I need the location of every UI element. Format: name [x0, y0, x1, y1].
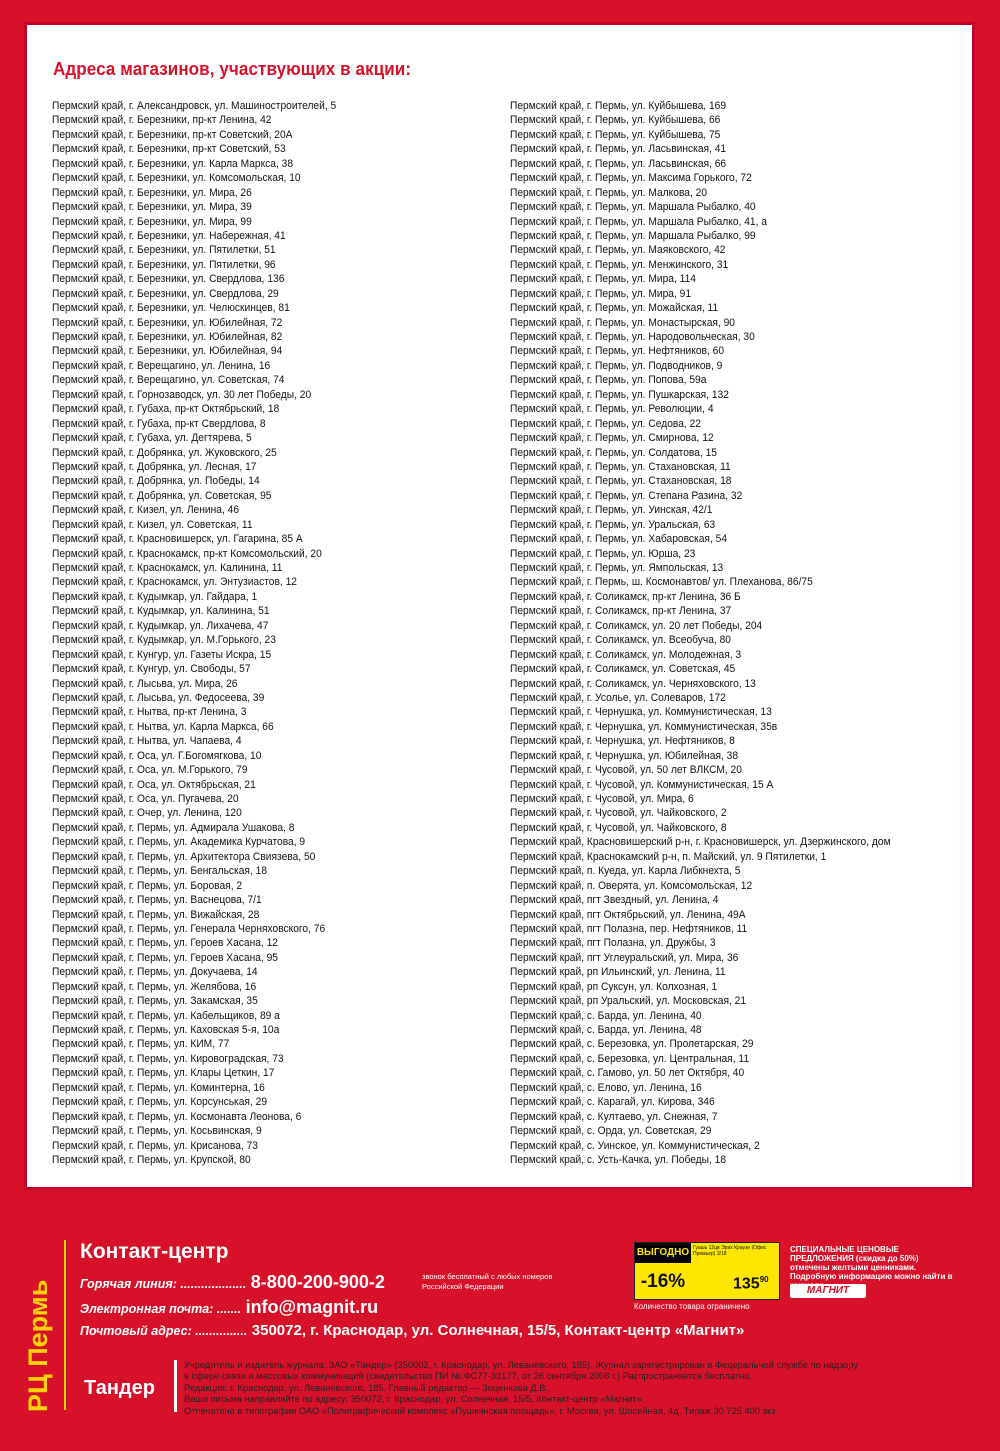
address-item: Пермский край, г. Нытва, пр-кт Ленина, 3 [52, 706, 247, 719]
promo-product: Гуашь 12цв Эрих Краузе (Офис Премьер) 3/18 [693, 1245, 767, 1257]
address-item: Пермский край, рп Ильинский, ул. Ленина, 11 [510, 966, 726, 979]
page-title: Адреса магазинов, участвующих в акции: [53, 58, 412, 79]
address-item: Пермский край, г. Верещагино, ул. Ленина, 16 [52, 359, 271, 372]
address-item: Пермский край, г. Пермь, ул. Докучаева, 14 [52, 966, 258, 979]
promo-new-price: $135^{90}$ [733, 1275, 769, 1293]
address-item: Пермский край, г. Кунгур, ул. Свободы, 57 [52, 663, 251, 676]
address-item: Пермский край, г. Березники, ул. Юбилейная, 72 [52, 316, 283, 329]
address-item: Пермский край, г. Соликамск, ул. Молодежная, 3 [510, 648, 742, 661]
imprint [184, 1360, 974, 1417]
address-item: Пермский край, г. Оса, ул. Пугачева, 20 [52, 793, 239, 805]
tander-divider [174, 1360, 177, 1412]
address-item: Пермский край, г. Кизел, ул. Ленина, 46 [52, 504, 240, 517]
address-item: Пермский край, г. Кунгур, ул. Газеты Искра, 15 [52, 648, 272, 661]
address-item: Пермский край, г. Пермь, ул. Маяковского, 42 [510, 244, 726, 257]
address-item: Пермский край, г. Соликамск, пр-кт Ленина, 37 [510, 605, 732, 618]
address-item: Пермский край, Краснокамский р-н, п. Майский, ул. 9 Пятилетки, 1 [510, 850, 827, 863]
address-item: Пермский край, г. Пермь, ул. Косьвинская, 9 [52, 1125, 262, 1138]
address-item: Пермский край, г. Пермь, ул. Монастырская, 90 [510, 316, 735, 329]
address-item: Пермский край, г. Пермь, ул. Генерала Черняховского, 76 [52, 922, 326, 935]
address-item: Пермский край, с. Барда, ул. Ленина, 48 [510, 1024, 702, 1036]
imprint-line: Ваши письма направляйте по адресу: 350072, г. Краснодар, ул. Солнечная, 15/5, Контакт-центр «Магнит». [184, 1394, 645, 1405]
address-item: Пермский край, г. Пермь, ул. Ласьвинская, 66 [510, 157, 727, 170]
address-item: Пермский край, г. Пермь, ул. Юрша, 23 [510, 547, 696, 560]
email-row [80, 1297, 378, 1318]
address-item: Пермский край, г. Оса, ул. Октябрьская, 21 [52, 778, 256, 791]
address-item: Пермский край, с. Култаево, ул. Снежная, 7 [510, 1110, 718, 1123]
address-item: Пермский край, г. Пермь, ул. Мира, 91 [510, 287, 692, 300]
address-item: Пермский край, г. Пермь, ул. Кабельщиков, 89 а [52, 1009, 280, 1022]
magnit-logo: МАГНИТ [790, 1284, 866, 1298]
address-list-right [510, 99, 919, 1167]
address-item: Пермский край, п. Куеда, ул. Карла Либкнехта, 5 [510, 865, 741, 878]
address-item: Пермский край, г. Пермь, ул. Уральская, 63 [510, 518, 716, 531]
divider-line [64, 1240, 66, 1410]
address-item: Пермский край, г. Лысьва, ул. Федосеева, 39 [52, 691, 265, 704]
address-item: Пермский край, с. Уинское, ул. Коммунистическая, 2 [510, 1139, 760, 1152]
address-item: Пермский край, г. Березники, ул. Мира, 99 [52, 215, 252, 228]
address-item: Пермский край, с. Барда, ул. Ленина, 40 [510, 1009, 702, 1022]
address-item: Пермский край, г. Пермь, ул. Пушкарская, 132 [510, 388, 729, 401]
promo-price-tag [634, 1242, 780, 1300]
promo-badge: ВЫГОДНО [635, 1243, 691, 1263]
address-item: Пермский край, г. Березники, ул. Свердлова, 136 [52, 273, 285, 286]
address-item: Пермский край, с. Березовка, ул. Пролетарская, 29 [510, 1038, 754, 1051]
post-label: Почтовый адрес: ............... [80, 1324, 248, 1338]
address-item: Пермский край, пгт Полазна, ул. Дружбы, 3 [510, 937, 716, 950]
address-item: Пермский край, г. Нытва, ул. Карла Маркса, 66 [52, 720, 274, 733]
post-address: 350072, г. Краснодар, ул. Солнечная, 15/5, Контакт-центр «Магнит» [251, 1322, 745, 1339]
address-item: Пермский край, с. Усть-Качка, ул. Победы, 18 [510, 1153, 727, 1166]
address-item: Пермский край, г. Пермь, ул. Клары Цеткин, 17 [52, 1067, 275, 1080]
address-item: Пермский край, г. Пермь, ул. Маршала Рыбалко, 99 [510, 229, 756, 242]
address-item: Пермский край, г. Краснокамск, ул. Энтузиастов, 12 [52, 576, 297, 589]
address-item: Пермский край, г. Соликамск, ул. Советская, 45 [510, 663, 736, 676]
address-item: Пермский край, Красновишерский р-н, г. Красновишерск, ул. Дзержинского, дом [510, 836, 891, 849]
address-item: Пермский край, г. Пермь, ул. Куйбышева, 66 [510, 114, 721, 127]
address-item: Пермский край, г. Кизел, ул. Советская, 11 [52, 518, 253, 531]
address-item: Пермский край, г. Березники, ул. Комсомольская, 10 [52, 172, 301, 185]
address-item: Пермский край, г. Губаха, ул. Дегтярева, 5 [52, 432, 252, 445]
address-item: Пермский край, г. Пермь, ул. Мира, 114 [510, 273, 696, 286]
address-item: Пермский край, г. Чернушка, ул. Нефтяников, 8 [510, 735, 735, 748]
address-item: Пермский край, г. Березники, ул. Набережная, 41 [52, 229, 286, 242]
address-item: Пермский край, с. Гамово, ул. 50 лет Октября, 40 [510, 1067, 745, 1080]
address-item: Пермский край, г. Пермь, ул. Героев Хасана, 12 [52, 937, 278, 950]
address-item: Пермский край, г. Пермь, ул. Коминтерна, 16 [52, 1081, 265, 1094]
address-item: Пермский край, г. Пермь, ул. Вижайская, 28 [52, 908, 260, 921]
address-item: Пермский край, г. Березники, пр-кт Советский, 20А [52, 128, 293, 141]
address-item: Пермский край, г. Пермь, ул. Ямпольская, 13 [510, 562, 724, 574]
address-item: Пермский край, г. Соликамск, пр-кт Ленина, 36 Б [510, 590, 741, 603]
address-item: Пермский край, г. Пермь, ул. Уинская, 42/1 [510, 504, 713, 517]
address-item: Пермский край, г. Чусовой, ул. Мира, 6 [510, 793, 694, 805]
address-item: Пермский край, г. Березники, ул. Пятилетки, 96 [52, 258, 276, 271]
hotline-number[interactable]: 8-800-200-900-2 [250, 1272, 385, 1292]
address-item: Пермский край, г. Пермь, ул. Васнецова, 7/1 [52, 894, 262, 907]
address-item: Пермский край, г. Пермь, ул. Куйбышева, 169 [510, 100, 727, 112]
address-item: Пермский край, г. Березники, ул. Пятилетки, 51 [52, 244, 276, 257]
address-item: Пермский край, г. Пермь, ул. Народовольческая, 30 [510, 331, 755, 343]
address-item: Пермский край, г. Березники, пр-кт Ленина, 42 [52, 114, 272, 127]
address-item: Пермский край, г. Пермь, ул. Солдатова, 15 [510, 446, 717, 459]
address-item: Пермский край, г. Оса, ул. М.Горького, 79 [52, 764, 248, 777]
address-list-left [52, 99, 358, 1167]
address-item: Пермский край, г. Пермь, ул. Бенгальская, 18 [52, 865, 268, 878]
address-item: Пермский край, г. Красновишерск, ул. Гагарина, 85 А [52, 533, 303, 546]
imprint-line: Редакция: г. Краснодар, ул. Леваневского, 185. Главный редактор — Зоценкова Д.В. [184, 1382, 549, 1393]
address-item: Пермский край, г. Пермь, ул. Желябова, 16 [52, 980, 257, 993]
address-item: Пермский край, г. Соликамск, ул. 20 лет Победы, 204 [510, 619, 763, 632]
address-item: Пермский край, г. Пермь, ул. Крупской, 80 [52, 1153, 251, 1166]
address-item: Пермский край, г. Александровск, ул. Машиностроителей, 5 [52, 100, 337, 112]
address-item: Пермский край, пгт Полазна, пер. Нефтяников, 11 [510, 922, 748, 935]
address-item: Пермский край, г. Добрянка, ул. Советская, 95 [52, 489, 272, 502]
address-item: Пермский край, г. Чернушка, ул. Коммунистическая, 35в [510, 720, 778, 733]
address-item: Пермский край, г. Пермь, ул. Космонавта Леонова, 6 [52, 1110, 302, 1123]
address-item: Пермский край, г. Пермь, ул. Седова, 22 [510, 417, 701, 430]
address-item: Пермский край, г. Кудымкар, ул. Калинина, 51 [52, 605, 270, 618]
address-item: Пермский край, г. Пермь, ул. Ласьвинская, 41 [510, 143, 727, 156]
address-item: Пермский край, г. Пермь, ул. Революции, 4 [510, 403, 714, 416]
address-item: Пермский край, г. Пермь, ул. КИМ, 77 [52, 1038, 230, 1051]
address-item: Пермский край, г. Чусовой, ул. 50 лет ВЛКСМ, 20 [510, 764, 742, 777]
address-item: Пермский край, г. Чусовой, ул. Чайковского, 2 [510, 807, 727, 820]
imprint-line: в сфере связи и массовых коммуникаций (свидетельство ПИ № ФС77-33177, от 26 сентября 2008 г.) Распространяется бесплатно. [184, 1371, 753, 1382]
address-item: Пермский край, г. Березники, ул. Свердлова, 29 [52, 287, 279, 300]
address-item: Пермский край, г. Соликамск, ул. Всеобуча, 80 [510, 634, 731, 647]
address-item: Пермский край, г. Березники, ул. Юбилейная, 94 [52, 345, 283, 358]
address-item: Пермский край, г. Чусовой, ул. Чайковского, 8 [510, 821, 727, 834]
imprint-line: Учредитель и издатель журнала: ЗАО «Тандер» (350002, г. Краснодар, ул. Леваневского, 185). Журнал зарегистрирован в Федеральной службе по надзору [184, 1360, 859, 1370]
address-item: Пермский край, г. Пермь, ул. Подводников, 9 [510, 359, 723, 372]
address-item: Пермский край, г. Пермь, ул. Кировоградская, 73 [52, 1052, 284, 1065]
address-item: Пермский край, г. Нытва, ул. Чапаева, 4 [52, 735, 242, 748]
address-item: Пермский край, г. Добрянка, ул. Жуковского, 25 [52, 446, 277, 459]
address-item: Пермский край, г. Березники, ул. Челюскинцев, 81 [52, 302, 290, 315]
address-item: Пермский край, г. Пермь, ул. Менжинского, 31 [510, 258, 729, 271]
promo-discount: -16% [640, 1271, 686, 1292]
tander-logo: Тандер [84, 1377, 155, 1399]
address-item: Пермский край, п. Оверята, ул. Комсомольская, 12 [510, 879, 753, 892]
address-item: Пермский край, г. Березники, ул. Карла Маркса, 38 [52, 157, 294, 170]
address-item: Пермский край, г. Пермь, ул. Закамская, 35 [52, 995, 258, 1008]
address-item: Пермский край, г. Краснокамск, пр-кт Комсомольский, 20 [52, 547, 322, 560]
contact-center-title: Контакт-центр [80, 1240, 229, 1263]
address-item: Пермский край, г. Губаха, пр-кт Октябрьский, 18 [52, 403, 280, 416]
address-item: Пермский край, г. Пермь, ул. Стахановская, 18 [510, 475, 732, 488]
address-item: Пермский край, с. Карагай, ул. Кирова, 346 [510, 1096, 715, 1109]
address-item: Пермский край, г. Пермь, ул. Стахановская, 11 [510, 460, 731, 473]
address-item: Пермский край, г. Березники, ул. Юбилейная, 82 [52, 331, 283, 343]
address-item: Пермский край, г. Краснокамск, ул. Калинина, 11 [52, 562, 283, 574]
address-item: Пермский край, г. Чернушка, ул. Юбилейная, 38 [510, 749, 739, 762]
hotline-label: Горячая линия: ................... [80, 1277, 247, 1291]
address-item: Пермский край, г. Пермь, ул. Боровая, 2 [52, 879, 243, 892]
address-item: Пермский край, г. Пермь, ул. Смирнова, 12 [510, 432, 714, 445]
address-item: Пермский край, г. Верещагино, ул. Советская, 74 [52, 374, 285, 387]
address-item: Пермский край, г. Кудымкар, ул. М.Горького, 23 [52, 634, 276, 647]
imprint-line: Отпечатано в типографии ОАО «Полиграфический комплекс «Пушкинская площадь», г. Москва, ул. Шосейная, 4д. Тираж 30 725 400 экз. [184, 1405, 779, 1416]
address-item: Пермский край, пгт Углеуральский, ул. Мира, 36 [510, 951, 739, 964]
address-item: Пермский край, г. Пермь, ул. Каховская 5-я, 10а [52, 1024, 280, 1036]
address-item: Пермский край, г. Березники, пр-кт Советский, 53 [52, 143, 286, 156]
promo-caption: Количество товара ограничено [634, 1302, 750, 1311]
email-label: Электронная почта: ....... [80, 1302, 242, 1316]
address-item: Пермский край, г. Пермь, ул. Адмирала Ушакова, 8 [52, 821, 295, 834]
address-item: Пермский край, г. Пермь, ул. Максима Горького, 72 [510, 172, 752, 185]
address-item: Пермский край, г. Чернушка, ул. Коммунистическая, 13 [510, 706, 772, 719]
address-item: Пермский край, г. Березники, ул. Мира, 26 [52, 186, 252, 199]
address-item: Пермский край, г. Очер, ул. Ленина, 120 [52, 807, 242, 820]
address-item: Пермский край, рп Уральский, ул. Московская, 21 [510, 995, 747, 1008]
address-item: Пермский край, г. Лысьва, ул. Мира, 26 [52, 677, 238, 690]
region-label: РЦ Пермь [23, 1279, 53, 1412]
address-item: Пермский край, г. Пермь, ул. Попова, 59а [510, 374, 707, 387]
email-link[interactable]: info@magnit.ru [245, 1297, 379, 1317]
address-item: Пермский край, рп Суксун, ул. Колхозная, 1 [510, 980, 718, 993]
address-item: Пермский край, г. Пермь, ул. Маршала Рыбалко, 40 [510, 201, 756, 214]
address-item: Пермский край, г. Пермь, ул. Героев Хасана, 95 [52, 951, 278, 964]
address-item: Пермский край, пгт Звездный, ул. Ленина, 4 [510, 894, 719, 907]
promo-text: СПЕЦИАЛЬНЫЕ ЦЕНОВЫЕ ПРЕДЛОЖЕНИЯ (скидка до 50%) отмечены желтыми ценниками. Подробную информацию можно найти в [790, 1245, 953, 1281]
hotline-note: звонок бесплатный с любых номеров Российской Федерации [422, 1272, 553, 1291]
address-item: Пермский край, г. Соликамск, ул. Черняховского, 13 [510, 677, 756, 690]
address-item: Пермский край, г. Добрянка, ул. Лесная, 17 [52, 460, 257, 473]
address-item: Пермский край, г. Горнозаводск, ул. 30 лет Победы, 20 [52, 388, 312, 401]
address-item: Пермский край, г. Пермь, ул. Архитектора Свиязева, 50 [52, 850, 316, 863]
address-item: Пермский край, г. Пермь, ул. Академика Курчатова, 9 [52, 836, 306, 849]
address-item: Пермский край, г. Пермь, ул. Нефтяников, 60 [510, 345, 725, 358]
address-item: Пермский край, г. Чусовой, ул. Коммунистическая, 15 А [510, 778, 774, 791]
address-item: Пермский край, г. Пермь, ул. Можайская, 11 [510, 302, 719, 315]
address-item: Пермский край, г. Пермь, ул. Степана Разина, 32 [510, 489, 743, 502]
address-item: Пермский край, г. Губаха, пр-кт Свердлова, 8 [52, 417, 266, 430]
address-item: Пермский край, г. Березники, ул. Мира, 39 [52, 201, 252, 214]
address-item: Пермский край, г. Пермь, ул. Крисанова, 73 [52, 1139, 258, 1152]
address-item: Пермский край, г. Пермь, ш. Космонавтов/ ул. Плеханова, 86/75 [510, 576, 813, 589]
post-row [80, 1322, 744, 1340]
address-item: Пермский край, г. Пермь, ул. Хабаровская, 54 [510, 533, 728, 546]
address-item: Пермский край, г. Кудымкар, ул. Лихачева, 47 [52, 619, 269, 632]
address-item: Пермский край, г. Пермь, ул. Малкова, 20 [510, 186, 708, 199]
hotline-row [80, 1272, 385, 1293]
address-item: Пермский край, г. Усолье, ул. Солеваров, 172 [510, 691, 726, 704]
address-item: Пермский край, пгт Октябрьский, ул. Ленина, 49А [510, 908, 746, 921]
address-item: Пермский край, г. Пермь, ул. Корсунськая, 29 [52, 1096, 268, 1109]
address-item: Пермский край, с. Березовка, ул. Центральная, 11 [510, 1052, 750, 1065]
address-item: Пермский край, г. Кудымкар, ул. Гайдара, 1 [52, 590, 258, 603]
address-item: Пермский край, с. Елово, ул. Ленина, 16 [510, 1081, 702, 1094]
address-item: Пермский край, г. Оса, ул. Г.Богомягкова, 10 [52, 749, 262, 762]
address-item: Пермский край, г. Пермь, ул. Куйбышева, 75 [510, 128, 721, 141]
address-item: Пермский край, г. Пермь, ул. Маршала Рыбалко, 41, а [510, 215, 767, 228]
address-item: Пермский край, г. Добрянка, ул. Победы, 14 [52, 475, 260, 488]
address-item: Пермский край, с. Орда, ул. Советская, 29 [510, 1125, 712, 1138]
